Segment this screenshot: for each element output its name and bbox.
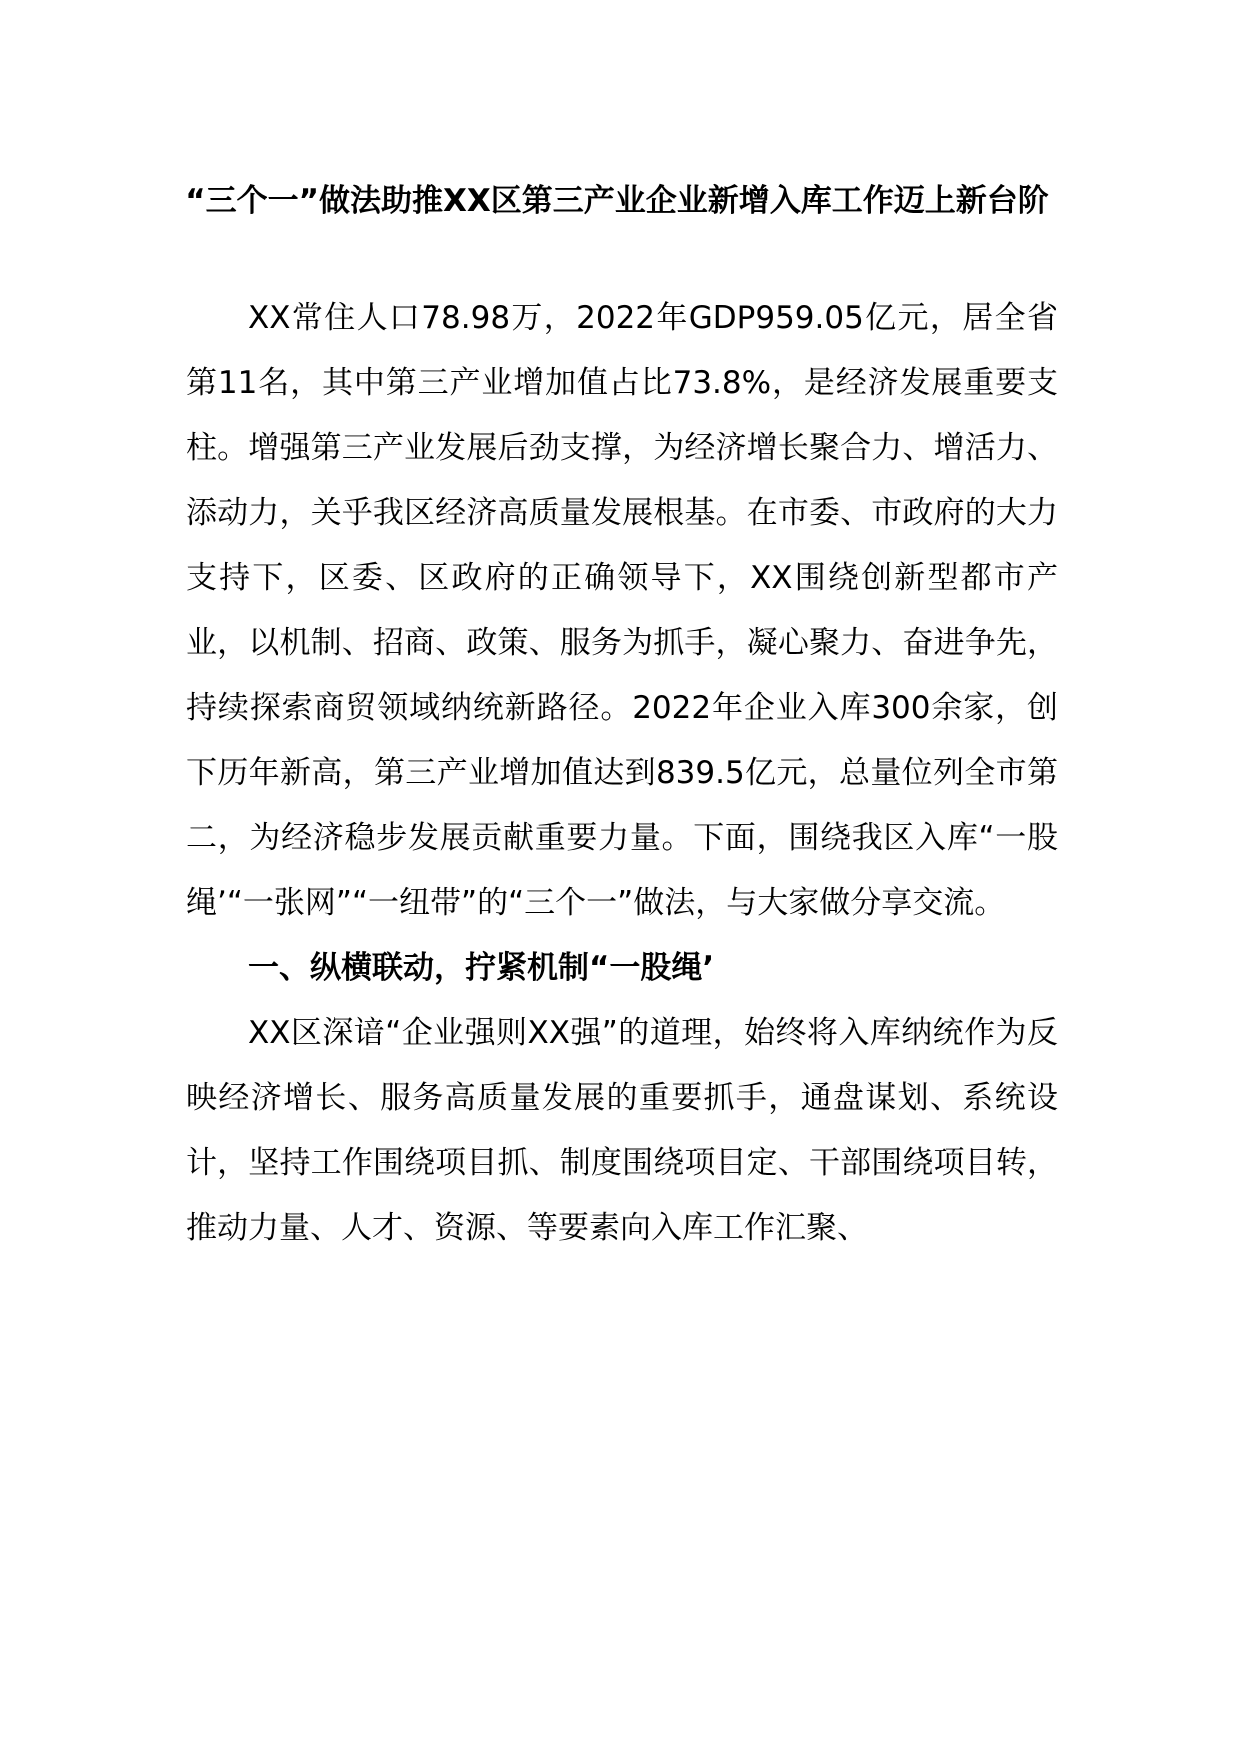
section-paragraph: XX区深谙“企业强则XX强”的道理，始终将入库纳统作为反映经济增长、服务高质量发展的重要抓手，通盘谋划、系统设计，坚持工作围绕项目抓、制度围绕项目定、干部围绕项目转，推动力量、人才、资源、等要素向入库工作汇聚、 (186, 1015, 1058, 1246)
intro-paragraph: XX常住人口78.98万，2022年GDP959.05亿元，居全省第11名，其中第三产业增加值占比73.8%，是经济发展重要支柱。增强第三产业发展后劲支撑，为经济增长聚合力、增活力、添动力，关乎我区经济高质量发展根基。在市委、市政府的大力支持下，区委、区政府的正确领导下，XX围绕创新型都市产业，以机制、招商、政策、服务为抓手，凝心聚力、奋进争先，持续探索商贸领域纳统新路径。2022年企业入库300余家，创下历年新高，第三产业增加值达到839.5亿元，总量位列全市第二，为经济稳步发展贡献重要力量。下面，围绕我区入库“一股绳’“一张网”“一纽带”的“三个一”做法，与大家做分享交流。 (186, 300, 1058, 921)
section-heading: 一、纵横联动，拧紧机制“一股绳’ (248, 950, 715, 986)
document-body (186, 286, 1058, 1261)
document-title: “三个一”做法助推XX区第三产业企业新增入库工作迈上新台阶 (185, 183, 1049, 219)
